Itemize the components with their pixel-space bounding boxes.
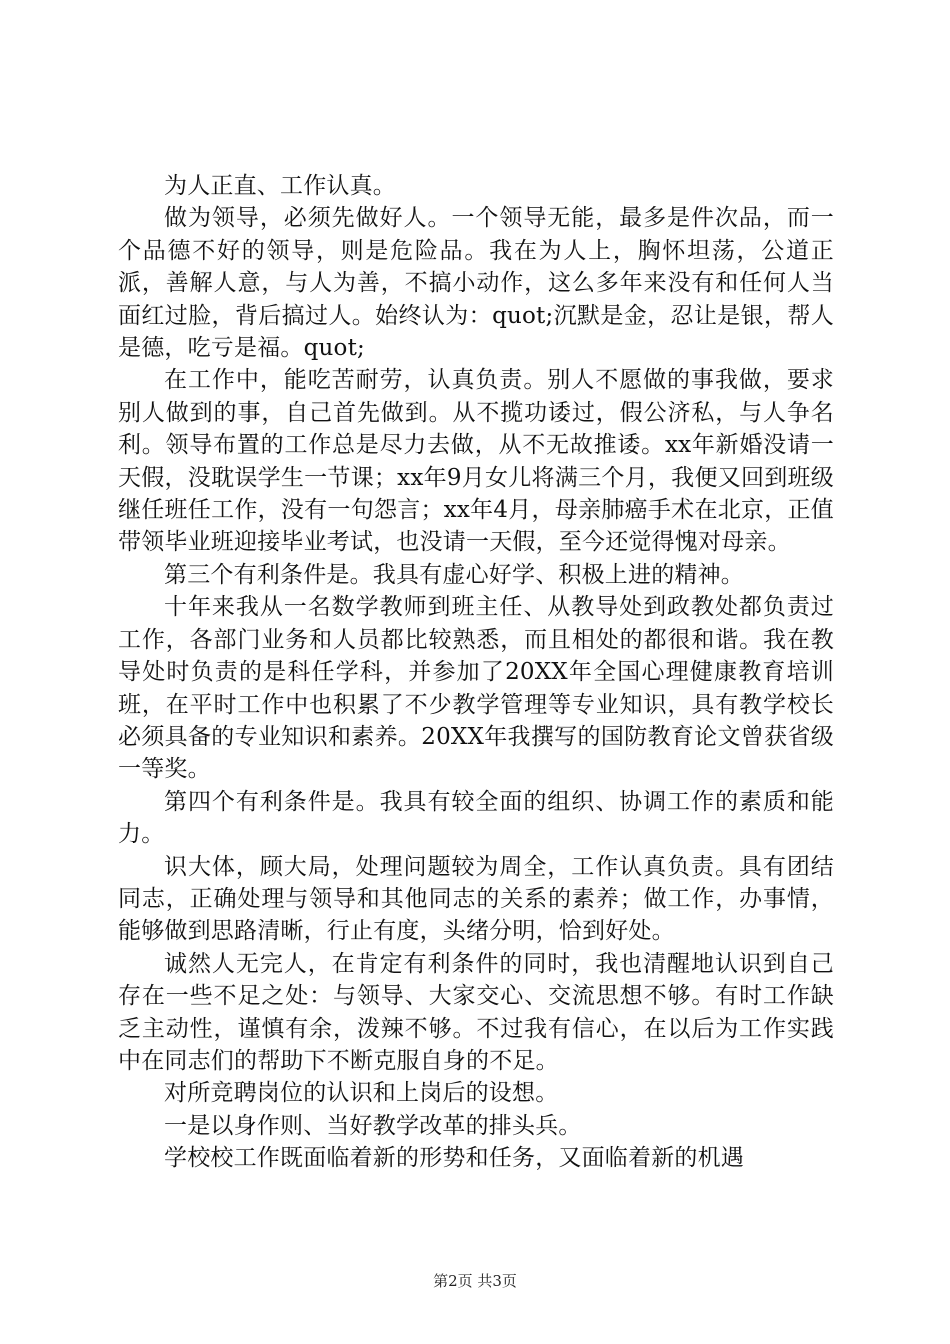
page-number-label: 第2页 共3页 <box>433 1272 517 1290</box>
paragraph-10: 一是以身作则、当好教学改革的排头兵。 <box>164 1112 582 1139</box>
paragraph-9: 对所竞聘岗位的认识和上岗后的设想。 <box>164 1080 559 1107</box>
document-body <box>118 170 834 1175</box>
paragraph-2: 做为领导，必须先做好人。一个领导无能，最多是件次品，而一个品德不好的领导，则是危险品。我在为人上，胸怀坦荡，公道正派，善解人意，与人为善，不搞小动作，这么多年来没有和任何人当面红过脸，背后搞过人。始终认为：quot;沉默是金，忍让是银，帮人是德，吃亏是福。quot; <box>118 205 834 362</box>
paragraph-4: 第三个有利条件是。我具有虚心好学、积极上进的精神。 <box>164 561 744 588</box>
paragraph-6: 第四个有利条件是。我具有较全面的组织、协调工作的素质和能力。 <box>118 788 834 848</box>
page-footer <box>0 1271 950 1291</box>
paragraph-1: 为人正直、工作认真。 <box>164 173 396 199</box>
paragraph-7: 识大体，顾大局，处理问题较为周全，工作认真负责。具有团结同志，正确处理与领导和其他同志的关系的素养；做工作，办事情，能够做到思路清晰，行止有度，头绪分明，恰到好处。 <box>118 853 834 945</box>
paragraph-5: 十年来我从一名数学教师到班主任、从教导处到政教处都负责过工作，各部门业务和人员都比较熟悉，而且相处的都很和谐。我在教导处时负责的是科任学科，并参加了20XX年全国心理健康教育培训班，在平时工作中也积累了不少教学管理等专业知识，具有教学校长必须具备的专业知识和素养。20XX年我撰写的国防教育论文曾获省级一等奖。 <box>118 594 834 783</box>
paragraph-8: 诚然人无完人，在肯定有利条件的同时，我也清醒地认识到自己存在一些不足之处：与领导、大家交心、交流思想不够。有时工作缺乏主动性，谨慎有余，泼辣不够。不过我有信心，在以后为工作实践中在同志们的帮助下不断克服自身的不足。 <box>118 950 834 1074</box>
paragraph-3: 在工作中，能吃苦耐劳，认真负责。别人不愿做的事我做，要求别人做到的事，自己首先做到。从不揽功诿过，假公济私，与人争名利。领导布置的工作总是尽力去做，从不无故推诿。xx年新婚没请一天假，没耽误学生一节课；xx年9月女儿将满三个月，我便又回到班级继任班任工作，没有一句怨言；xx年4月，母亲肺癌手术在北京，正值带领毕业班迎接毕业考试，也没请一天假，至今还觉得愧对母亲。 <box>118 367 834 556</box>
paragraph-11: 学校校工作既面临着新的形势和任务，又面临着新的机遇 <box>164 1145 744 1172</box>
